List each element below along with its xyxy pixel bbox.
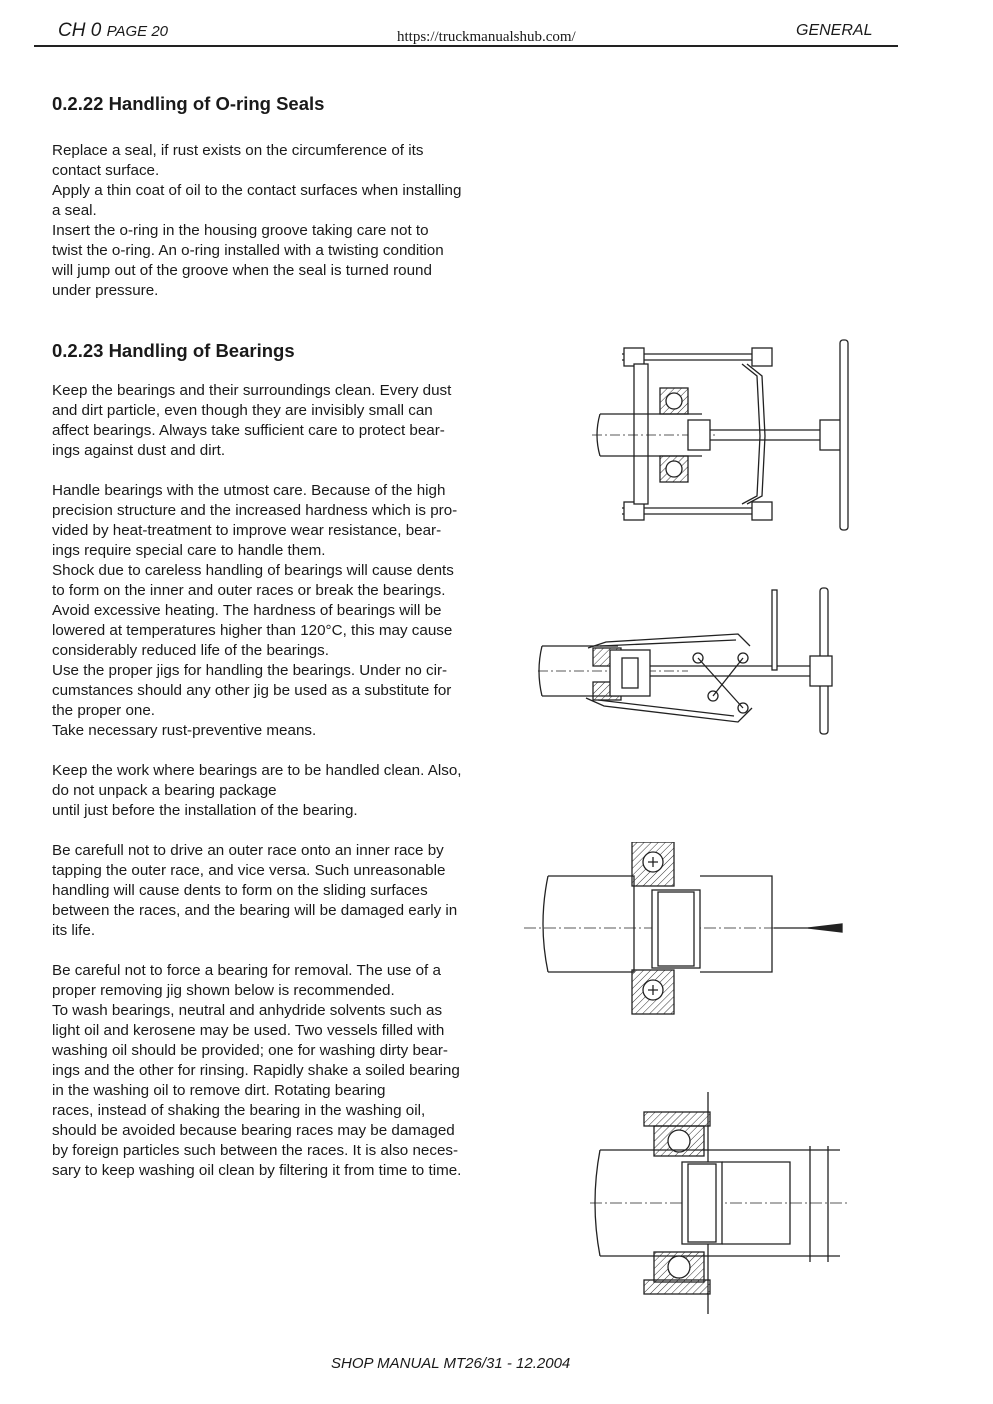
heading-bearings: 0.2.23 Handling of Bearings — [52, 340, 295, 361]
text-line: tapping the outer race, and vice versa. Such unreasonable — [52, 862, 446, 879]
header-rule — [34, 45, 898, 47]
text-line: its life. — [52, 922, 96, 939]
text-line: Keep the bearings and their surroundings clean. Every dust — [52, 382, 452, 399]
text-line: ings against dust and dirt. — [52, 442, 226, 459]
text-line: Take necessary rust-preventive means. — [52, 722, 317, 739]
chapter-label: CH 0 — [58, 20, 102, 41]
text-line: precision structure and the increased hardness which is pro- — [52, 502, 458, 519]
bearings-paragraph-4 — [52, 841, 522, 941]
oring-paragraph — [52, 141, 522, 301]
text-line: ings and the other for rinsing. Rapidly shake a soiled bearing — [52, 1062, 460, 1079]
source-url: https://truckmanualshub.com/ — [397, 29, 576, 45]
text-line: sary to keep washing oil clean by filtering it from time to time. — [52, 1162, 462, 1179]
text-line: Use the proper jigs for handling the bearings. Under no cir- — [52, 662, 448, 679]
text-line: Replace a seal, if rust exists on the circumference of its — [52, 142, 424, 159]
text-line: and dirt particle, even though they are invisibly small can — [52, 402, 433, 419]
figure-claw-puller — [538, 586, 838, 736]
bearings-paragraph-3 — [52, 761, 522, 821]
text-line: a seal. — [52, 202, 97, 219]
text-line: Handle bearings with the utmost care. Because of the high — [52, 482, 446, 499]
text-line: by foreign particles such between the races. It is also neces- — [52, 1142, 459, 1159]
text-line: Apply a thin coat of oil to the contact surfaces when installing — [52, 182, 462, 199]
text-line: affect bearings. Always take sufficient care to protect bear- — [52, 422, 445, 439]
text-line: Shock due to careless handling of bearings will cause dents — [52, 562, 454, 579]
text-line: Avoid excessive heating. The hardness of bearings will be — [52, 602, 442, 619]
text-line: do not unpack a bearing package — [52, 782, 277, 799]
text-line: handling will cause dents to form on the sliding surfaces — [52, 882, 428, 899]
bearings-paragraph-1 — [52, 381, 522, 461]
footer-manual-id: SHOP MANUAL MT26/31 - 12.2004 — [331, 1355, 571, 1372]
figure-bearing-press — [524, 842, 854, 1022]
page-label: PAGE 20 — [106, 23, 168, 40]
text-line: under pressure. — [52, 282, 159, 299]
bearings-paragraph-2 — [52, 481, 522, 741]
figure-bearing-puller — [592, 336, 862, 546]
bearings-paragraph-5 — [52, 961, 522, 1181]
chapter-page-label — [58, 20, 168, 42]
text-line: Keep the work where bearings are to be handled clean. Also, — [52, 762, 462, 779]
text-line: vided by heat-treatment to improve wear resistance, bear- — [52, 522, 442, 539]
text-line: ings require special care to handle them. — [52, 542, 326, 559]
text-line: until just before the installation of the bearing. — [52, 802, 358, 819]
text-line: considerably reduced life of the bearings. — [52, 642, 329, 659]
text-line: lowered at temperatures higher than 120°C, this may cause — [52, 622, 453, 639]
text-line: in the washing oil to remove dirt. Rotating bearing — [52, 1082, 386, 1099]
text-line: To wash bearings, neutral and anhydride solvents such as — [52, 1002, 443, 1019]
heading-oring-seals: 0.2.22 Handling of O-ring Seals — [52, 93, 325, 114]
text-line: will jump out of the groove when the seal is turned round — [52, 262, 432, 279]
text-line: should be avoided because bearing races may be damaged — [52, 1122, 455, 1139]
text-line: Be carefull not to drive an outer race onto an inner race by — [52, 842, 444, 859]
text-line: Insert the o-ring in the housing groove taking care not to — [52, 222, 429, 239]
text-line: the proper one. — [52, 702, 156, 719]
text-line: races, instead of shaking the bearing in the washing oil, — [52, 1102, 426, 1119]
text-line: to form on the inner and outer races or break the bearings. — [52, 582, 446, 599]
text-line: Be careful not to force a bearing for removal. The use of a — [52, 962, 441, 979]
text-line: proper removing jig shown below is recommended. — [52, 982, 395, 999]
figure-bearing-housing — [590, 1092, 850, 1314]
text-line: between the races, and the bearing will be damaged early in — [52, 902, 458, 919]
text-line: light oil and kerosene may be used. Two vessels filled with — [52, 1022, 445, 1039]
text-line: twist the o-ring. An o-ring installed with a twisting condition — [52, 242, 444, 259]
text-line: contact surface. — [52, 162, 160, 179]
text-line: washing oil should be provided; one for washing dirty bear- — [52, 1042, 448, 1059]
text-line: cumstances should any other jig be used as a substitute for — [52, 682, 452, 699]
section-label: GENERAL — [796, 22, 873, 39]
